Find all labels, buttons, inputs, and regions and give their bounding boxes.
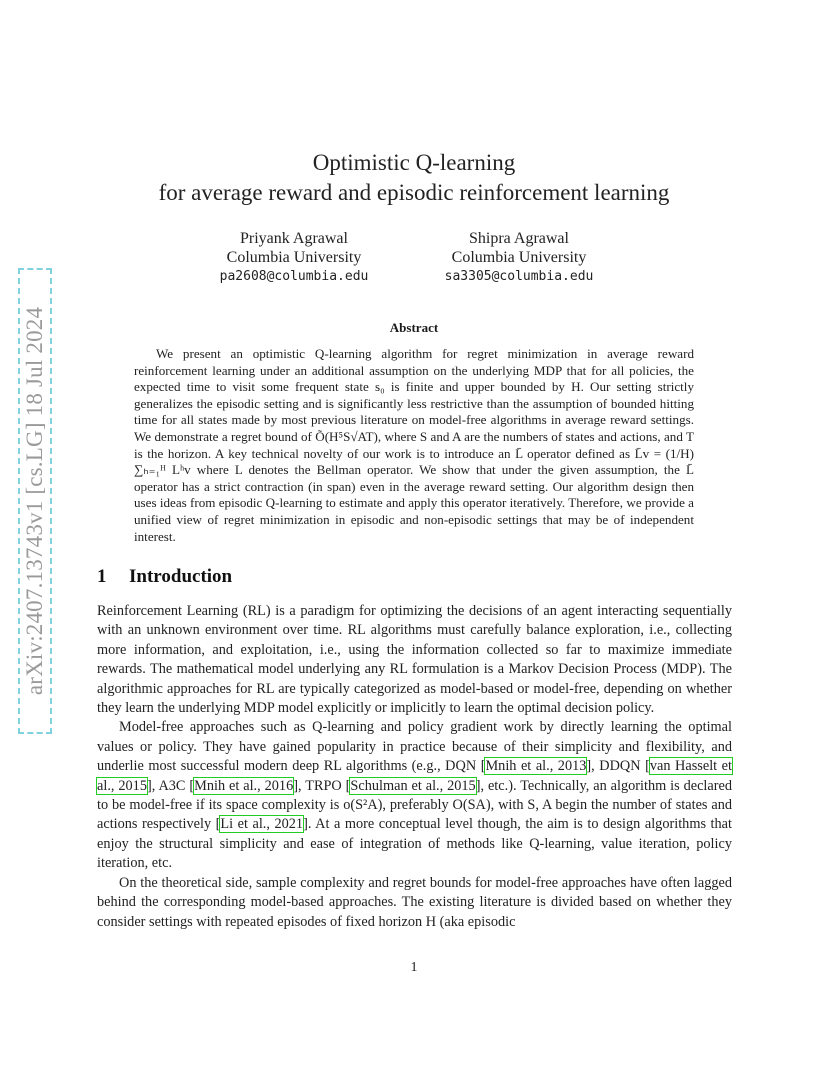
- author-email[interactable]: sa3305@columbia.edu: [444, 269, 594, 284]
- abstract-paragraph: We present an optimistic Q-learning algorithm for regret minimization in average reward reinforcement learning under an additional assumption on the underlying MDP that for all policies, the expected time to visit some frequent state s₀ is finite and upper bounded by H. Our setting strictly generalizes the episodic setting and is significantly less restrictive than the assumption of bounded hitting time for all states made by most previous literature on model-free algorithms in average reward settings. We demonstrate a regret bound of Õ(H⁵S√AT), where S and A are the numbers of states and actions, and T is the horizon. A key technical novelty of our work is to introduce an L̄ operator defined as L̄v = (1/H) ∑ₕ₌₁ᴴ Lʰv where L denotes the Bellman operator. We show that under the given assumption, the L̄ operator has a strict contraction (in span) even in the average reward setting. Our algorithm design then uses ideas from episodic Q-learning to estimate and apply this operator iteratively. Therefore, we provide a unified view of regret minimization in episodic and non-episodic settings that may be of independent interest.: [134, 346, 694, 544]
- paragraph-text: ], A3C [: [146, 777, 195, 794]
- section-heading: [97, 566, 232, 588]
- paragraph-text: ], etc.). Technically, an algorithm is declared to be model-free if its space complexity is o(S²A), preferably O(SA), with S, A begin the number of states and actions respectively [: [97, 777, 732, 833]
- intro-paragraph-1: Reinforcement Learning (RL) is a paradigm for optimizing the decisions of an agent interacting sequentially with an unknown environment over time. RL algorithms must carefully balance exploration, i.e., collecting more information, and exploitation, i.e., using the information collected so far to maximize immediate rewards. The mathematical model underlying any RL formulation is a Markov Decision Process (MDP). The algorithmic approaches for RL are typically categorized as model-based or model-free, depending on whether they learn the underlying MDP model explicitly or implicitly to learn the optimal decision policy.: [97, 603, 732, 717]
- author-name: Priyank Agrawal: [240, 230, 348, 247]
- paper-title-line-1: Optimistic Q-learning: [312, 150, 516, 175]
- citation-link[interactable]: Mnih et al., 2016: [194, 777, 294, 794]
- citation-link[interactable]: Schulman et al., 2015: [350, 777, 476, 794]
- section-title: Introduction: [129, 566, 233, 587]
- author-block-2: [399, 229, 639, 286]
- paragraph-text: ], DDQN [: [586, 758, 650, 775]
- citation-link[interactable]: Mnih et al., 2013: [485, 758, 587, 775]
- arxiv-identifier-stamp[interactable]: [18, 268, 52, 734]
- abstract-body: [134, 346, 694, 545]
- introduction-body: [97, 602, 732, 932]
- citation-link[interactable]: Li et al., 2021: [220, 816, 304, 833]
- page-number: 1: [410, 960, 418, 975]
- author-email[interactable]: pa2608@columbia.edu: [219, 269, 369, 284]
- arxiv-identifier-text: arXiv:2407.13743v1 [cs.LG] 18 Jul 2024: [22, 306, 47, 696]
- paper-title-line-2: for average reward and episodic reinforcement learning: [158, 180, 670, 205]
- author-affiliation: Columbia University: [226, 249, 362, 266]
- abstract-heading: Abstract: [389, 320, 439, 335]
- section-number: 1: [97, 566, 107, 587]
- citation-link[interactable]: van Hasselt et al., 2015: [97, 758, 732, 794]
- author-affiliation: Columbia University: [451, 249, 587, 266]
- paragraph-text: ]. At a more conceptual level though, the aim is to design algorithms that enjoy the structural simplicity and ease of integration of methods like Q-learning, value iteration, policy iteration, etc.: [97, 816, 732, 872]
- intro-paragraph-2: [97, 718, 732, 873]
- intro-paragraph-3: On the theoretical side, sample complexity and regret bounds for model-free approaches have often lagged behind the corresponding model-based approaches. The existing literature is divided based on whether they consider settings with repeated episodes of fixed horizon H (aka episodic: [97, 874, 732, 930]
- author-name: Shipra Agrawal: [469, 230, 569, 247]
- author-block-1: [174, 229, 414, 286]
- paragraph-text: Model-free approaches such as Q-learning and policy gradient work by directly learning the optimal values or policy. They have gained popularity in practice because of their simplicity and flexibility, and underlie most successful modern deep RL algorithms (e.g., DQN [: [97, 719, 732, 775]
- paragraph-text: ], TRPO [: [293, 777, 351, 794]
